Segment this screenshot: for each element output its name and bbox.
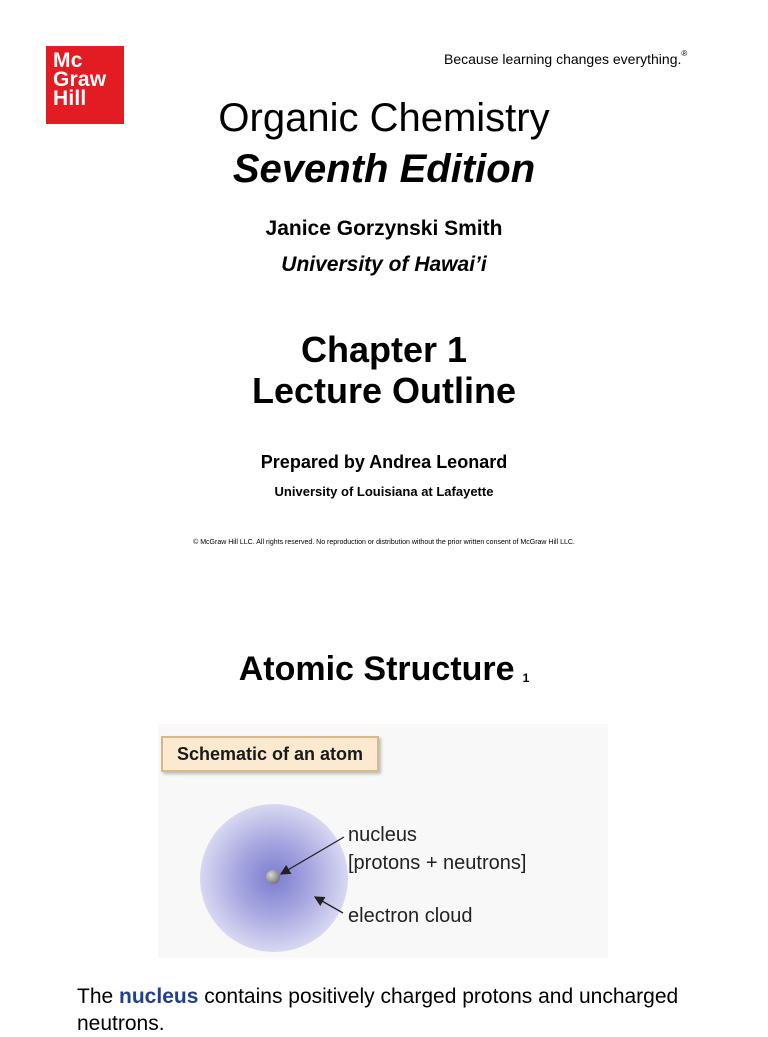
nucleus-arrow bbox=[281, 837, 344, 874]
book-title: Organic Chemistry bbox=[218, 96, 550, 140]
prepared-by: Prepared by Andrea Leonard bbox=[260, 452, 508, 472]
book-edition: Seventh Edition bbox=[232, 147, 536, 191]
logo-line-3: Hill bbox=[53, 87, 87, 110]
nucleus-detail-label: [protons + neutrons] bbox=[348, 852, 527, 874]
chapter-number: Chapter 1 bbox=[300, 329, 468, 370]
tagline bbox=[444, 51, 687, 67]
section-heading bbox=[0, 648, 768, 699]
preparer-university: University of Louisiana at Lafayette bbox=[274, 484, 494, 499]
section-title-text: Atomic Structure bbox=[238, 650, 515, 688]
slide-number: 1 bbox=[522, 671, 530, 685]
author-university: University of Hawai’i bbox=[281, 253, 487, 276]
chapter-subtitle: Lecture Outline bbox=[251, 370, 517, 411]
cloud-arrow bbox=[315, 897, 343, 913]
logo-line-1: Mc bbox=[53, 49, 83, 72]
logo-line-2: Graw bbox=[53, 68, 107, 91]
figure-label: Schematic of an atom bbox=[161, 736, 379, 772]
body-intro: The bbox=[77, 985, 114, 1008]
atom-schematic-figure bbox=[158, 724, 608, 958]
nucleus-label: nucleus bbox=[348, 824, 417, 846]
body-paragraph bbox=[77, 983, 697, 1037]
registered-mark: ® bbox=[681, 49, 688, 59]
electron-cloud-label: electron cloud bbox=[348, 905, 473, 927]
tagline-text: Because learning changes everything. bbox=[444, 51, 682, 67]
copyright-notice: © McGraw Hill LLC. All rights reserved. No reproduction or distribution without the prior written consent of McGraw Hill LLC. bbox=[193, 539, 575, 546]
keyword-nucleus: nucleus bbox=[119, 985, 199, 1008]
author-name: Janice Gorzynski Smith bbox=[265, 217, 503, 240]
body-rest: contains positively charged protons and uncharged neutrons. bbox=[77, 985, 679, 1035]
